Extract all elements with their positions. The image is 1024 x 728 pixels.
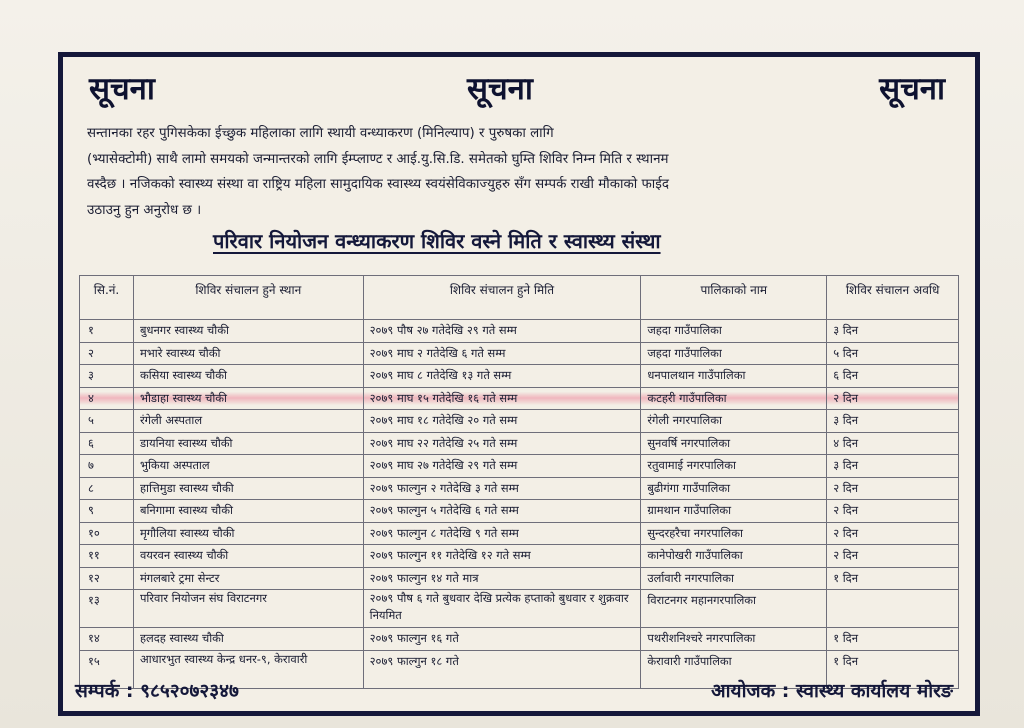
- intro-paragraph: [87, 121, 977, 223]
- cell-date: २०७९ माघ २७ गतेदेखि २९ गते सम्म: [363, 455, 641, 478]
- cell-date: २०७९ माघ २२ गतेदेखि २५ गते सम्म: [363, 432, 641, 455]
- table-subtitle: परिवार नियोजन वन्ध्याकरण शिविर वस्ने मिति र स्वास्थ्य संस्था: [213, 229, 661, 253]
- cell-duration: २ दिन: [827, 477, 959, 500]
- table-row: [80, 342, 959, 365]
- cell-municipality: पथरीशनिश्चरे नगरपालिका: [641, 628, 827, 651]
- cell-location: कसिया स्वास्थ्य चौकी: [133, 365, 363, 388]
- cell-duration: २ दिन: [827, 500, 959, 523]
- cell-duration: [827, 590, 959, 628]
- cell-serial: ६: [80, 432, 134, 455]
- contact-number: सम्पर्क : ९८५२०७२३४७: [75, 680, 239, 702]
- cell-serial: ८: [80, 477, 134, 500]
- cell-location: हात्तिमुडा स्वास्थ्य चौकी: [133, 477, 363, 500]
- cell-location: मृगौलिया स्वास्थ्य चौकी: [133, 522, 363, 545]
- table-row: [80, 432, 959, 455]
- cell-serial: २: [80, 342, 134, 365]
- table-row: [80, 567, 959, 590]
- cell-municipality: कटहरी गाउँपालिका: [641, 387, 827, 410]
- table-row: [80, 522, 959, 545]
- cell-serial: १०: [80, 522, 134, 545]
- cell-duration: १ दिन: [827, 628, 959, 651]
- cell-date: २०७९ फाल्गुन १४ गते मात्र: [363, 567, 641, 590]
- cell-location: बुधनगर स्वास्थ्य चौकी: [133, 320, 363, 343]
- cell-serial: ३: [80, 365, 134, 388]
- cell-date: २०७९ माघ १८ गतेदेखि २० गते सम्म: [363, 410, 641, 433]
- cell-location: मंगलबारे ट्रमा सेन्टर: [133, 567, 363, 590]
- cell-location: डायनिया स्वास्थ्य चौकी: [133, 432, 363, 455]
- cell-municipality: बुढीगंगा गाउँपालिका: [641, 477, 827, 500]
- table-row: [80, 320, 959, 343]
- cell-municipality: रतुवामाई नगरपालिका: [641, 455, 827, 478]
- notice-frame: [58, 52, 980, 716]
- cell-date: २०७९ माघ १५ गतेदेखि १६ गते सम्म: [363, 387, 641, 410]
- table-header-row: [80, 276, 959, 320]
- cell-serial: ९: [80, 500, 134, 523]
- table-row: [80, 387, 959, 410]
- cell-serial: १४: [80, 628, 134, 651]
- cell-location: आधारभुत स्वास्थ्य केन्द्र धनर-९, केरावारी: [133, 650, 363, 688]
- cell-serial: १५: [80, 650, 134, 688]
- table-row: [80, 365, 959, 388]
- cell-serial: १२: [80, 567, 134, 590]
- cell-date: २०७९ माघ ८ गतेदेखि १३ गते सम्म: [363, 365, 641, 388]
- intro-line: (भ्यासेक्टोमी) साथै लामो समयको जन्मान्तरको लागि ईम्प्लाण्ट र आई.यु.सि.डि. समेतको घुम्ति शिविर निम्न मिति र स्थानम: [87, 151, 669, 167]
- headline-left: सूचना: [89, 71, 155, 107]
- table-row: [80, 545, 959, 568]
- table-row: [80, 590, 959, 628]
- cell-municipality: कानेपोखरी गाउँपालिका: [641, 545, 827, 568]
- cell-municipality: रंगेली नगरपालिका: [641, 410, 827, 433]
- header-serial: सि.नं.: [80, 276, 134, 320]
- cell-location: रंगेली अस्पताल: [133, 410, 363, 433]
- cell-municipality: जहदा गाउँपालिका: [641, 320, 827, 343]
- table-row: [80, 500, 959, 523]
- cell-date: २०७९ फाल्गुन ५ गतेदेखि ६ गते सम्म: [363, 500, 641, 523]
- cell-serial: ७: [80, 455, 134, 478]
- header-duration: शिविर संचालन अवधि: [827, 276, 959, 320]
- cell-duration: ६ दिन: [827, 365, 959, 388]
- cell-municipality: ग्रामथान गाउँपालिका: [641, 500, 827, 523]
- cell-municipality: विराटनगर महानगरपालिका: [641, 590, 827, 628]
- cell-location: परिवार नियोजन संघ विराटनगर: [133, 590, 363, 628]
- cell-date: २०७९ फाल्गुन २ गतेदेखि ३ गते सम्म: [363, 477, 641, 500]
- cell-duration: ३ दिन: [827, 455, 959, 478]
- cell-serial: ५: [80, 410, 134, 433]
- cell-location: भुकिया अस्पताल: [133, 455, 363, 478]
- cell-duration: ३ दिन: [827, 320, 959, 343]
- cell-location: भौडाहा स्वास्थ्य चौकी: [133, 387, 363, 410]
- header-date: शिविर संचालन हुने मिति: [363, 276, 641, 320]
- intro-line: उठाउनु हुन अनुरोध छ ।: [87, 202, 202, 218]
- cell-municipality: सुन्दरहरैचा नगरपालिका: [641, 522, 827, 545]
- headline-middle: सूचना: [467, 71, 533, 107]
- cell-location: बनिगामा स्वास्थ्य चौकी: [133, 500, 363, 523]
- cell-municipality: धनपालथान गाउँपालिका: [641, 365, 827, 388]
- intro-line: वस्दैछ । नजिकको स्वास्थ्य संस्था वा राष्ट्रिय महिला सामुदायिक स्वास्थ्य स्वयंसेविकाज्युहरु सँग सम्पर्क राखी मौकाको फाईद: [87, 177, 669, 192]
- cell-date: २०७९ फाल्गुन १६ गते: [363, 628, 641, 651]
- cell-municipality: उर्लावारी नगरपालिका: [641, 567, 827, 590]
- header-location: शिविर संचालन हुने स्थान: [133, 276, 363, 320]
- cell-serial: १: [80, 320, 134, 343]
- cell-location: मभारे स्वास्थ्य चौकी: [133, 342, 363, 365]
- cell-duration: २ दिन: [827, 545, 959, 568]
- cell-date: २०७९ फाल्गुन ८ गतेदेखि ९ गते सम्म: [363, 522, 641, 545]
- table-row: [80, 628, 959, 651]
- cell-duration: ४ दिन: [827, 432, 959, 455]
- table-row: [80, 455, 959, 478]
- cell-municipality: केरावारी गाउँपालिका: [641, 650, 827, 688]
- intro-line: सन्तानका रहर पुगिसकेका ईच्छुक महिलाका लागि स्थायी वन्ध्याकरण (मिनिल्याप) र पुरुषका लागि: [87, 126, 554, 141]
- header-municipality: पालिकाको नाम: [641, 276, 827, 320]
- cell-duration: ३ दिन: [827, 410, 959, 433]
- cell-serial: ११: [80, 545, 134, 568]
- cell-duration: २ दिन: [827, 522, 959, 545]
- cell-date: २०७९ माघ २ गतेदेखि ६ गते सम्म: [363, 342, 641, 365]
- cell-duration: १ दिन: [827, 650, 959, 688]
- cell-location: वयरवन स्वास्थ्य चौकी: [133, 545, 363, 568]
- cell-date: २०७९ फाल्गुन १८ गते: [363, 650, 641, 688]
- cell-date: २०७९ पौष २७ गतेदेखि २९ गते सम्म: [363, 320, 641, 343]
- cell-date: २०७९ फाल्गुन ११ गतेदेखि १२ गते सम्म: [363, 545, 641, 568]
- cell-location: हलदह स्वास्थ्य चौकी: [133, 628, 363, 651]
- cell-duration: २ दिन: [827, 387, 959, 410]
- cell-serial: ४: [80, 387, 134, 410]
- headline-right: सूचना: [879, 71, 945, 107]
- cell-duration: ५ दिन: [827, 342, 959, 365]
- camp-schedule-table: [79, 275, 959, 689]
- cell-duration: १ दिन: [827, 567, 959, 590]
- organizer: आयोजक : स्वास्थ्य कार्यालय मोरङ: [711, 680, 953, 702]
- cell-serial: १३: [80, 590, 134, 628]
- cell-municipality: सुनवर्षि नगरपालिका: [641, 432, 827, 455]
- cell-date: २०७९ पौष ६ गते बुधवार देखि प्रत्येक हप्ताको बुधवार र शुक्रवार नियमित: [363, 590, 641, 628]
- table-row: [80, 410, 959, 433]
- table-row: [80, 477, 959, 500]
- cell-municipality: जहदा गाउँपालिका: [641, 342, 827, 365]
